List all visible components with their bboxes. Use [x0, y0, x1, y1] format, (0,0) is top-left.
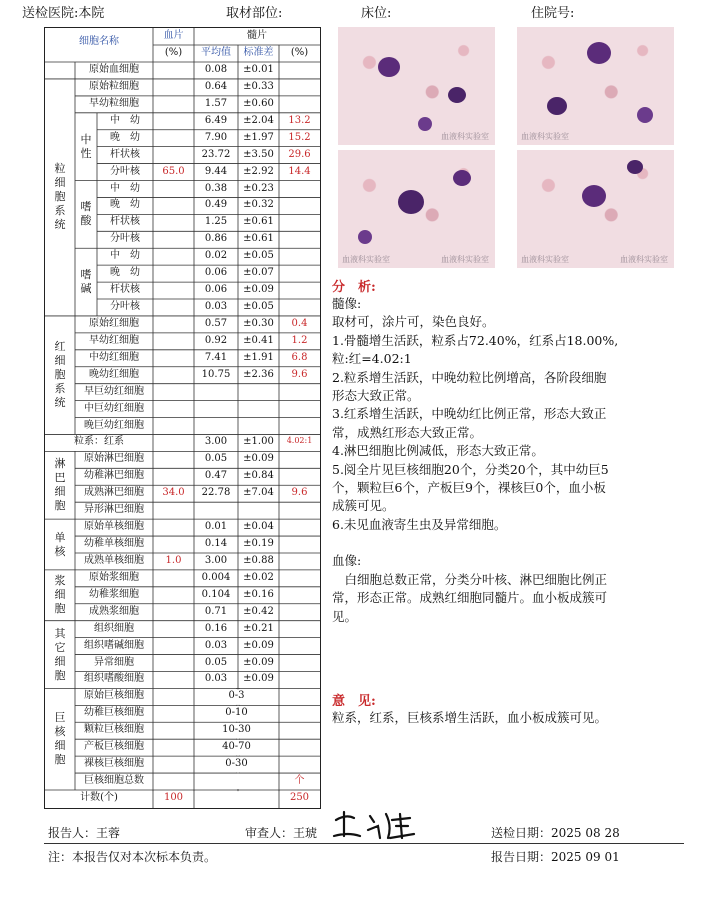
- cell-name: 中 幼: [110, 182, 140, 194]
- col-header-marrow-pct: (%): [290, 47, 309, 58]
- inpatient-label: 住院号:: [531, 6, 575, 21]
- cell-ref-range: 10-30: [222, 724, 251, 736]
- cell-mean: 0.03: [204, 639, 228, 651]
- cell-sd: ±0.07: [243, 267, 274, 279]
- cell-name: 早巨幼红细胞: [84, 385, 144, 397]
- nucleus-shape: [453, 170, 471, 186]
- cell-mean: 0.08: [204, 64, 228, 75]
- cell-sd: ±0.09: [243, 656, 274, 668]
- cell-sd: ±2.92: [243, 165, 274, 177]
- cell-sd: ±0.41: [243, 334, 274, 346]
- group-label-eosinophil: 嗜 酸: [80, 200, 92, 228]
- cell-name: 晚 幼: [110, 131, 140, 143]
- cell-sd: ±7.04: [243, 487, 274, 499]
- nucleus-shape: [627, 160, 643, 174]
- cell-name: 组织嗜碱细胞: [84, 639, 144, 651]
- cell-mean: 0.03: [204, 301, 228, 313]
- group-label-plasma: 浆 细 胞: [54, 574, 66, 616]
- cell-sd: ±1.91: [243, 351, 274, 363]
- cell-name: 早幼粒细胞: [89, 97, 139, 109]
- footer-note: 注：本报告仅对本次标本负责。: [48, 850, 217, 864]
- cell-name: 分叶核: [110, 301, 140, 313]
- cell-name: 原始巨核细胞: [84, 690, 144, 702]
- hospital-field: [22, 2, 104, 21]
- blood-findings: [332, 571, 618, 626]
- cell-sd: ±0.09: [243, 284, 274, 296]
- finding-line: 常，成熟红形态大致正常。: [332, 424, 483, 440]
- cell-name: 中 幼: [110, 250, 140, 262]
- cell-sd: ±0.88: [243, 554, 274, 566]
- cell-sd: ±0.05: [243, 301, 274, 313]
- cell-name: 裸核巨核细胞: [84, 758, 144, 770]
- cell-blood-pct: 65.0: [162, 165, 185, 177]
- cell-sd: ±0.09: [243, 673, 274, 685]
- cell-mean: 0.64: [204, 80, 228, 92]
- footer-divider: [44, 843, 684, 844]
- cell-name: 异形淋巴细胞: [84, 504, 144, 516]
- finding-line: 1.骨髓增生活跃，粒系占72.40%，红系占18.00%,: [332, 332, 619, 348]
- analysis-text: [332, 295, 618, 626]
- col-header-marrow: 髓片: [247, 30, 267, 41]
- cell-mean: 3.00: [204, 436, 228, 448]
- group-label-mega: 巨 核 细 胞: [54, 711, 66, 767]
- finding-line: 4.淋巴细胞比例减低，形态大致正常。: [332, 443, 544, 459]
- finding-line: 常，形态正常。成熟红细胞同髓片。血小板成簇可: [332, 590, 608, 606]
- cell-name: 巨核细胞总数: [84, 775, 144, 787]
- cell-marrow-pct: 0.4: [291, 317, 308, 329]
- watermark: 血液科实验室: [620, 255, 668, 264]
- cell-sd: ±0.84: [243, 470, 274, 482]
- cell-name: 原始淋巴细胞: [84, 453, 144, 465]
- micrograph-4: [517, 150, 674, 268]
- cell-mean: 6.49: [204, 114, 228, 126]
- cell-sd: ±0.16: [243, 588, 274, 600]
- cell-sd: ±0.42: [243, 605, 274, 617]
- cell-mean: 0.01: [204, 521, 228, 533]
- cell-sd: ±1.00: [243, 436, 274, 448]
- nucleus-shape: [582, 185, 606, 207]
- nucleus-shape: [587, 42, 611, 64]
- cell-mean: 7.90: [204, 131, 228, 143]
- cell-sd: ±0.02: [243, 571, 274, 583]
- cell-name: 杆状核: [110, 284, 140, 296]
- cell-marrow-pct: 4.02:1: [286, 436, 313, 446]
- cell-mean: 1.25: [204, 216, 228, 228]
- cell-name: 成熟淋巴细胞: [84, 487, 144, 499]
- cell-name: 颗粒巨核细胞: [84, 724, 144, 736]
- opinion-text: 粒系，红系，巨核系增生活跃，血小板成簇可见。: [332, 710, 608, 725]
- cell-mean: 0.05: [204, 656, 228, 668]
- micrograph-1: [338, 27, 495, 145]
- cell-mean: 0.38: [204, 182, 228, 194]
- nucleus-shape: [418, 117, 432, 131]
- cell-sd: ±0.04: [243, 521, 274, 533]
- cell-name: 杆状核: [110, 216, 140, 228]
- cell-sd: ±0.05: [243, 250, 274, 262]
- cell-name: 原始血细胞: [89, 64, 139, 75]
- cell-ref-range: 0-10: [225, 707, 248, 719]
- cell-name: 幼稚巨核细胞: [84, 707, 144, 719]
- group-label-lymph: 淋 巴 细 胞: [54, 457, 66, 513]
- cell-name: 原始单核细胞: [84, 521, 144, 533]
- col-header-mean: 平均值: [201, 47, 231, 58]
- cell-name: 组织细胞: [94, 622, 134, 634]
- cell-mean: 0.02: [204, 250, 228, 262]
- cell-mean: 0.92: [204, 334, 228, 346]
- nucleus-shape: [637, 107, 653, 123]
- cell-sd: ±3.50: [243, 148, 274, 160]
- cell-name: 中 幼: [110, 114, 140, 126]
- cell-ref-range: 40-70: [222, 741, 251, 753]
- cell-sd: ±0.21: [243, 622, 274, 634]
- cell-name: 原始红细胞: [89, 317, 139, 329]
- opinion-title: 意 见:: [332, 694, 376, 709]
- cell-mean: 0.71: [204, 605, 228, 617]
- cell-mean: 1.57: [204, 97, 228, 109]
- watermark: 血液科实验室: [441, 255, 489, 264]
- cell-sd: ±0.19: [243, 538, 274, 550]
- cell-sd: ±0.32: [243, 199, 274, 211]
- hospital-label: 送检医院:: [22, 6, 79, 21]
- col-header-blood-pct: (%): [164, 47, 183, 58]
- cell-marrow-pct: 29.6: [288, 148, 311, 160]
- cell-name: 中幼红细胞: [89, 351, 139, 363]
- cell-sd: ±0.23: [243, 182, 274, 194]
- cell-ref-range: 0-30: [225, 758, 248, 770]
- cell-name: 晚巨幼红细胞: [84, 419, 144, 431]
- cell-name: 组织嗜酸细胞: [84, 673, 144, 685]
- site-label: 取材部位:: [226, 6, 283, 21]
- marrow-heading: 髓像:: [332, 296, 362, 311]
- cell-name: 成熟单核细胞: [84, 554, 144, 566]
- cell-marrow-pct: 13.2: [288, 114, 311, 126]
- finding-line: 白细胞总数正常，分类分叶核、淋巴细胞比例正: [332, 571, 608, 587]
- cell-marrow-pct: 6.8: [291, 351, 308, 363]
- watermark: 血液科实验室: [521, 132, 569, 141]
- cell-name: 产板巨核细胞: [84, 741, 144, 753]
- count-marrow: 250: [289, 791, 310, 803]
- finding-line: 2.粒系增生活跃，中晚幼粒比例增高，各阶段细胞: [332, 369, 607, 385]
- cell-sd: ±0.33: [243, 80, 274, 92]
- cell-mean: 0.104: [201, 588, 231, 600]
- cell-mean: 0.47: [204, 470, 228, 482]
- cell-sd: ±0.61: [243, 216, 274, 228]
- cell-mean: 0.03: [204, 673, 228, 685]
- cell-marrow-pct: 1.2: [291, 334, 308, 346]
- count-label: 计数(个): [80, 791, 118, 803]
- cell-blood-pct: 1.0: [165, 554, 182, 566]
- finding-line: 见。: [332, 608, 358, 624]
- bed-label: 床位:: [361, 6, 392, 21]
- cell-mean: 0.86: [204, 233, 228, 245]
- group-label-granulocyte: 粒 细 胞 系 统: [54, 162, 66, 232]
- cell-mean: 0.004: [201, 571, 231, 583]
- cell-name: 早幼红细胞: [89, 334, 139, 346]
- col-header-blood: 血片: [163, 30, 184, 41]
- cell-name: 成熟浆细胞: [89, 605, 139, 617]
- finding-line: 6.未见血液寄生虫及异常细胞。: [332, 516, 507, 532]
- cell-sd: ±0.60: [243, 97, 274, 109]
- spacer: [332, 534, 618, 552]
- cell-marrow-pct: 14.4: [288, 165, 311, 177]
- nucleus-shape: [398, 190, 424, 214]
- cell-sd: ±1.97: [243, 131, 274, 143]
- finding-line: 粒:红=4.02:1: [332, 351, 412, 367]
- cell-name: 原始浆细胞: [89, 571, 139, 583]
- cell-mean: 7.41: [204, 351, 228, 363]
- analysis-title: 分 析:: [332, 280, 376, 295]
- nucleus-shape: [547, 97, 567, 115]
- cell-name: 幼稚浆细胞: [89, 588, 139, 600]
- cell-mean: 10.75: [201, 368, 231, 380]
- col-header-name: 细胞名称: [79, 36, 119, 47]
- cell-name: 杆状核: [110, 148, 140, 160]
- finding-line: 个，颗粒巨6个，产板巨9个，裸核巨0个，血小板: [332, 480, 606, 496]
- cell-mean: 3.00: [204, 554, 228, 566]
- cell-mean: 0.14: [204, 538, 228, 550]
- cell-name: 分叶核: [110, 233, 140, 245]
- cell-name: 粒系：红系: [74, 436, 124, 448]
- cell-name: 原始粒细胞: [89, 80, 139, 92]
- cell-marrow-pct: 9.6: [291, 368, 308, 380]
- nucleus-shape: [448, 87, 466, 103]
- cell-name: 晚 幼: [110, 199, 140, 211]
- cell-name: 中巨幼红细胞: [84, 402, 144, 414]
- cell-mean: 22.78: [201, 487, 231, 499]
- group-label-other: 其 它 细 胞: [54, 626, 66, 682]
- hospital-value: 本院: [78, 6, 105, 21]
- cell-sd: ±2.36: [243, 368, 274, 380]
- cell-name: 晚 幼: [110, 267, 140, 279]
- cell-mean: 0.05: [204, 453, 228, 465]
- finding-line: 成簇可见。: [332, 498, 395, 514]
- cell-name: 晚幼红细胞: [89, 368, 139, 380]
- cell-mean: 9.44: [204, 165, 228, 177]
- cell-sd: ±0.09: [243, 639, 274, 651]
- cell-mean: 0.57: [204, 317, 228, 329]
- group-label-erythroid: 红 细 胞 系 统: [54, 340, 66, 410]
- cell-marrow-pct: 15.2: [288, 131, 311, 143]
- col-header-sd: 标准差: [243, 47, 274, 58]
- watermark: 血液科实验室: [342, 255, 390, 264]
- cell-name: 异常细胞: [94, 656, 134, 668]
- cell-name: 幼稚淋巴细胞: [84, 470, 144, 482]
- blood-heading: 血像:: [332, 553, 362, 569]
- marrow-findings: [332, 313, 618, 534]
- cell-count-table: [44, 27, 321, 809]
- micrograph-2: [517, 27, 674, 145]
- cell-sd: ±0.01: [243, 64, 274, 75]
- cell-sd: ±0.61: [243, 233, 274, 245]
- group-label-mono: 单 核: [54, 530, 66, 558]
- nucleus-shape: [378, 57, 400, 77]
- reviewer: 审查人：王琥: [245, 826, 318, 840]
- reporter: 报告人：王蓉: [48, 826, 121, 840]
- cell-name: 幼稚单核细胞: [84, 538, 144, 550]
- cell-mean: 0.06: [204, 267, 228, 279]
- cell-mean: 0.49: [204, 199, 228, 211]
- finding-line: 3.红系增生活跃，中晚幼红比例正常，形态大致正: [332, 406, 607, 422]
- finding-line: 形态大致正常。: [332, 388, 420, 404]
- finding-line: 取材可，涂片可，染色良好。: [332, 314, 495, 330]
- cell-ref-range: 0-3: [228, 690, 245, 702]
- group-label-neutrophil: 中 性: [80, 132, 92, 160]
- cell-name: 分叶核: [110, 165, 140, 177]
- micrograph-3: [338, 150, 495, 268]
- cell-marrow-pct: 个: [294, 775, 305, 787]
- cell-mean: 23.72: [201, 148, 231, 160]
- watermark: 血液科实验室: [521, 255, 569, 264]
- nucleus-shape: [358, 230, 372, 244]
- cell-mean: 0.16: [204, 622, 228, 634]
- watermark: 血液科实验室: [441, 132, 489, 141]
- cell-sd: ±0.30: [243, 317, 274, 329]
- submit-date: 送检日期：2025 08 28: [491, 826, 620, 840]
- cell-mean: 0.06: [204, 284, 228, 296]
- count-blood: 100: [163, 791, 184, 803]
- group-label-basophil: 嗜 碱: [80, 268, 92, 296]
- finding-line: 5.阅全片见巨核细胞20个，分类20个，其中幼巨5: [332, 461, 609, 477]
- report-date: 报告日期：2025 09 01: [491, 850, 620, 864]
- cell-blood-pct: 34.0: [162, 487, 185, 499]
- cell-sd: ±0.09: [243, 453, 274, 465]
- reviewer-signature: [330, 806, 420, 842]
- cell-marrow-pct: 9.6: [291, 487, 308, 499]
- cell-sd: ±2.04: [243, 114, 274, 126]
